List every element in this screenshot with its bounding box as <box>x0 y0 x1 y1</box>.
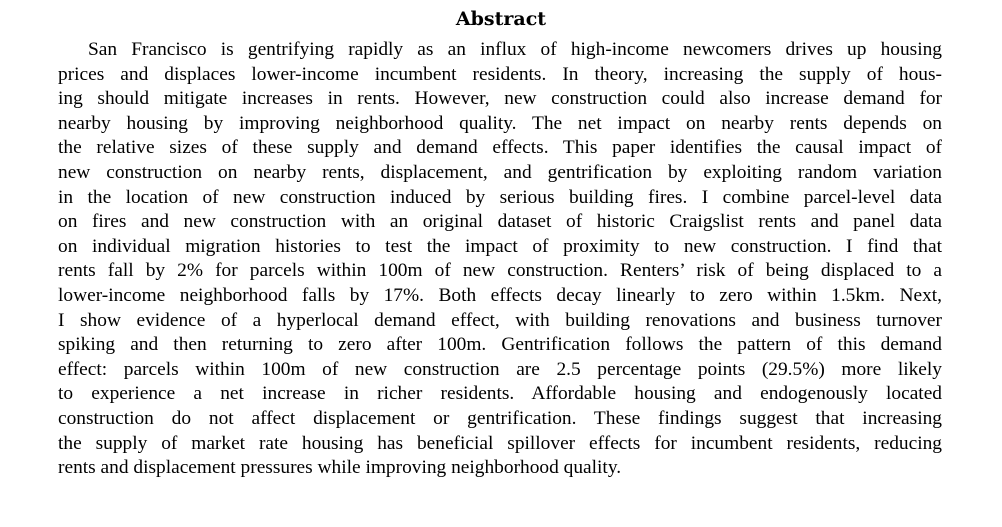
abstract-line: the relative sizes of these supply and demand effects. This paper identifies the causal impact of <box>58 137 942 159</box>
abstract-line: to experience a net increase in richer residents. Affordable housing and endogenously located <box>58 383 942 405</box>
abstract-line: effect: parcels within 100m of new construction are 2.5 percentage points (29.5%) more likely <box>58 358 942 380</box>
abstract-heading: Abstract <box>455 8 547 30</box>
abstract-paragraph <box>58 38 942 481</box>
abstract-line: prices and displaces lower-income incumbent residents. In theory, increasing the supply of hous- <box>58 63 942 85</box>
abstract-line: ing should mitigate increases in rents. However, new construction could also increase demand for <box>58 88 942 110</box>
abstract-line: the supply of market rate housing has beneficial spillover effects for incumbent residents, reducing <box>58 432 942 454</box>
abstract-line: in the location of new construction induced by serious building fires. I combine parcel-level data <box>58 186 942 208</box>
abstract-line: on individual migration histories to test the impact of proximity to new construction. I find that <box>58 235 942 257</box>
abstract-line: construction do not affect displacement or gentrification. These findings suggest that increasing <box>58 407 942 429</box>
abstract-line: San Francisco is gentrifying rapidly as an influx of high-income newcomers drives up housing <box>88 39 942 60</box>
abstract-line: nearby housing by improving neighborhood quality. The net impact on nearby rents depends on <box>58 112 942 134</box>
abstract-line: on fires and new construction with an original dataset of historic Craigslist rents and panel data <box>58 211 942 233</box>
abstract-line: I show evidence of a hyperlocal demand effect, with building renovations and business turnover <box>58 309 942 331</box>
abstract-line: rents and displacement pressures while improving neighborhood quality. <box>58 457 622 479</box>
abstract-line: lower-income neighborhood falls by 17%. Both effects decay linearly to zero within 1.5km. Next, <box>58 284 942 306</box>
abstract-line: spiking and then returning to zero after 100m. Gentrification follows the pattern of this demand <box>58 334 942 356</box>
abstract-line: new construction on nearby rents, displacement, and gentrification by exploiting random variation <box>58 161 942 183</box>
abstract-line: rents fall by 2% for parcels within 100m of new construction. Renters’ risk of being displaced to a <box>58 260 942 282</box>
